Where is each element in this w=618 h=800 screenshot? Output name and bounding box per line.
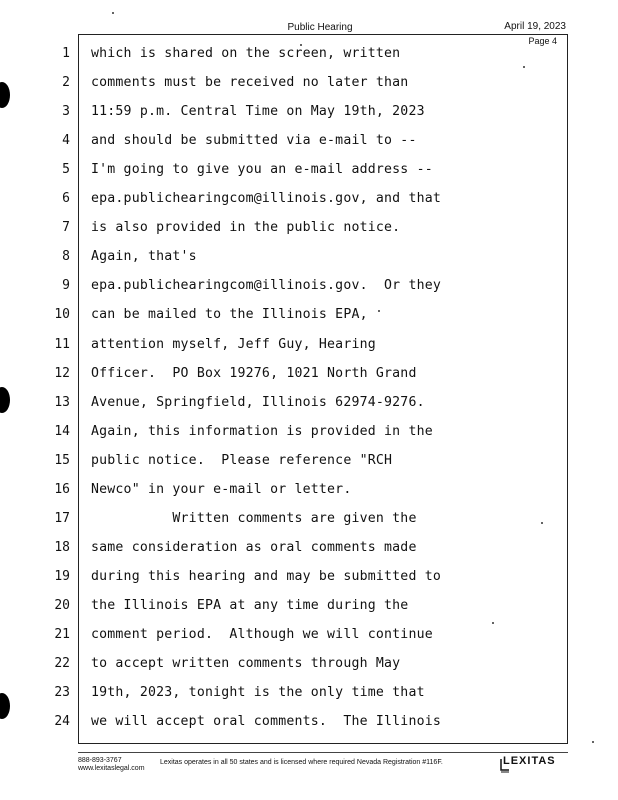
line-number: 3	[62, 104, 70, 120]
transcript-line	[0, 242, 618, 271]
line-number: 4	[62, 133, 70, 149]
transcript-line	[0, 620, 618, 649]
transcript-line	[0, 388, 618, 417]
transcript-line	[0, 213, 618, 242]
lexitas-logo: LEXITAS	[503, 755, 556, 767]
transcript-line	[0, 359, 618, 388]
line-text: same consideration as oral comments made	[91, 539, 417, 555]
line-text: I'm going to give you an e-mail address --	[91, 162, 433, 178]
line-number: 22	[54, 656, 70, 672]
line-text: Officer. PO Box 19276, 1021 North Grand	[91, 365, 417, 381]
line-text: 19th, 2023, tonight is the only time that	[91, 685, 425, 701]
line-number: 12	[54, 365, 70, 381]
line-text: is also provided in the public notice.	[91, 220, 401, 236]
scan-speck	[523, 66, 525, 68]
line-text: epa.publichearingcom@illinois.gov. Or they	[91, 278, 442, 294]
line-number: 9	[62, 278, 70, 294]
line-number: 23	[54, 685, 70, 701]
line-number: 1	[62, 46, 70, 61]
line-text: Again, that's	[91, 249, 197, 265]
scan-speck	[378, 310, 380, 312]
line-number: 16	[54, 481, 70, 497]
scan-speck	[112, 12, 114, 14]
line-text: public notice. Please reference "RCH	[91, 452, 393, 468]
line-text: to accept written comments through May	[91, 656, 401, 672]
line-text: we will accept oral comments. The Illinois	[91, 714, 442, 730]
transcript-line	[0, 184, 618, 213]
line-number: 11	[54, 336, 70, 352]
transcript-line	[0, 271, 618, 300]
line-text: and should be submitted via e-mail to --	[91, 133, 417, 149]
line-number: 8	[62, 249, 70, 265]
top-rule	[78, 34, 568, 35]
line-number: 2	[62, 75, 70, 91]
transcript-line	[0, 649, 618, 678]
bottom-rule	[78, 743, 568, 744]
scan-speck	[492, 622, 494, 624]
transcript-line	[0, 39, 618, 68]
line-number: 10	[54, 307, 70, 323]
transcript-line	[0, 97, 618, 126]
scan-speck	[300, 44, 302, 46]
line-number: 5	[62, 162, 70, 178]
line-text: epa.publichearingcom@illinois.gov, and that	[91, 191, 442, 207]
footer-phone: 888-893-3767	[78, 757, 122, 764]
transcript-line	[0, 68, 618, 97]
line-number: 20	[54, 597, 70, 613]
scan-speck	[541, 522, 543, 524]
line-text: can be mailed to the Illinois EPA,	[91, 307, 368, 323]
line-text: Written comments are given the	[91, 510, 417, 526]
transcript-line	[0, 591, 618, 620]
transcript-line	[0, 475, 618, 504]
line-text: during this hearing and may be submitted to	[91, 568, 442, 584]
document-date: April 19, 2023	[504, 21, 566, 32]
line-number: 15	[54, 452, 70, 468]
line-text: comments must be received no later than	[91, 75, 409, 91]
transcript-line	[0, 330, 618, 359]
footer-contact	[78, 757, 145, 773]
line-number: 17	[54, 510, 70, 526]
line-number: 24	[54, 714, 70, 730]
footer-website[interactable]: www.lexitaslegal.com	[78, 765, 145, 772]
transcript-line	[0, 126, 618, 155]
line-number: 14	[54, 423, 70, 439]
line-text: 11:59 p.m. Central Time on May 19th, 2023	[91, 104, 425, 120]
page-number: Page 4	[528, 36, 557, 46]
line-text: the Illinois EPA at any time during the	[91, 597, 409, 613]
line-number: 13	[54, 394, 70, 410]
document-title: Public Hearing	[287, 22, 353, 33]
line-text: attention myself, Jeff Guy, Hearing	[91, 336, 376, 352]
line-text: comment period. Although we will continue	[91, 627, 433, 642]
line-text: Avenue, Springfield, Illinois 62974-9276.	[91, 394, 425, 410]
transcript-line	[0, 504, 618, 533]
line-text: Again, this information is provided in the	[91, 423, 433, 439]
footer-license-note: Lexitas operates in all 50 states and is licensed where required Nevada Registration #116F.	[160, 759, 443, 766]
line-text: which is shared on the screen, written	[91, 46, 401, 61]
transcript-line	[0, 417, 618, 446]
scan-speck	[592, 741, 594, 743]
transcript-line	[0, 155, 618, 184]
line-number: 21	[54, 627, 70, 642]
line-number: 7	[62, 220, 70, 236]
transcript-line	[0, 678, 618, 707]
transcript-line	[0, 300, 618, 329]
line-number: 19	[54, 568, 70, 584]
line-number: 6	[62, 191, 70, 207]
transcript-line	[0, 533, 618, 562]
transcript-line	[0, 707, 618, 736]
line-number: 18	[54, 539, 70, 555]
transcript-line	[0, 446, 618, 475]
transcript-line	[0, 562, 618, 591]
line-text: Newco" in your e-mail or letter.	[91, 481, 352, 497]
footer-rule	[78, 752, 568, 753]
